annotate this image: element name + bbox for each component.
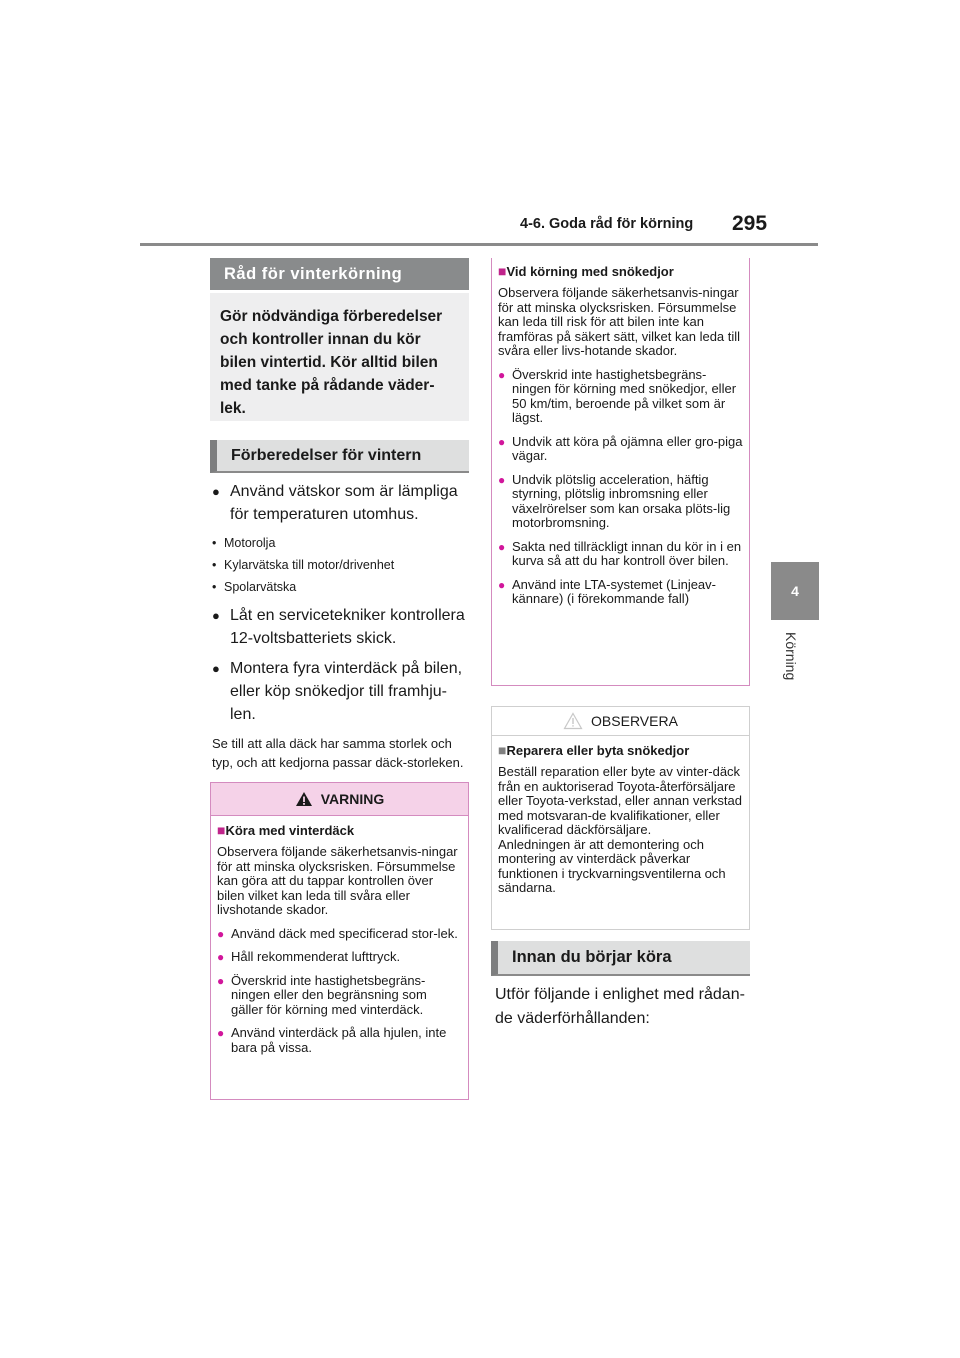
notice-title: OBSERVERA bbox=[591, 713, 678, 729]
notice-text: Beställ reparation eller byte av vinter-däck från en auktoriserad Toyota-återförsäljare eller Toyota-verkstad, eller annan verkstad med motsvaran-de kvalifikationer, eller kvalificerad däckförsäljare. bbox=[498, 764, 742, 837]
warning-item: ● Undvik plötslig acceleration, häftig styrning, plötslig inbromsning eller växelrörelser som kan orsaka plöts-lig motorbromsning. bbox=[498, 473, 743, 531]
warning-item: ● Använd inte LTA-systemet (Linjeav-kännare) (i förekommande fall) bbox=[498, 578, 743, 607]
sub-item: • Motorolja bbox=[212, 532, 467, 554]
warning-subtitle: ■Köra med vinterdäck bbox=[217, 822, 355, 838]
section-heading-winter-driving: Råd för vinterkörning bbox=[210, 258, 469, 290]
notice-subtitle: ■Reparera eller byta snökedjor bbox=[498, 742, 690, 758]
warning-subtitle: ■Vid körning med snökedjor bbox=[498, 263, 674, 279]
warning-item: ● Undvik att köra på ojämna eller gro-piga vägar. bbox=[498, 435, 743, 464]
warning-item: ● Överskrid inte hastighetsbegräns-ningen eller den begränsning som gäller för körning med vinterdäck. bbox=[217, 974, 462, 1018]
chapter-label: Körning bbox=[783, 632, 799, 681]
warning-triangle-icon bbox=[295, 791, 313, 807]
notice-subtitle-text: Reparera eller byta snökedjor bbox=[506, 743, 690, 758]
warning-item: ● Använd däck med specificerad stor-lek. bbox=[217, 927, 462, 942]
warning-text: Observera följande säkerhetsanvis-ningar för att minska olycksrisken. Försummelse kan leda till risk för att bilen inte kan framföras på säkert sätt, vilket kan leda till svåra eller livs-hotande skador. bbox=[498, 285, 741, 358]
section-heading-winter-prep: Förberedelser för vintern bbox=[210, 440, 469, 473]
prep-list bbox=[212, 480, 467, 772]
sub-item: • Kylarvätska till motor/drivenhet bbox=[212, 554, 467, 576]
header-title: 4-6. Goda råd för körning bbox=[520, 216, 694, 232]
notice-text: Anledningen är att demontering och montering av vinterdäck påverkar funktionen i tryckvarningsventilerna och sändarna. bbox=[498, 836, 726, 895]
chapter-tab[interactable]: 4 bbox=[771, 562, 819, 620]
header-rule bbox=[140, 243, 818, 246]
intro-box: Gör nödvändiga förberedelser och kontroller innan du kör bilen vintertid. Kör alltid bilen med tanke på rådande väder-lek. bbox=[210, 293, 469, 421]
sub-item: • Spolarvätska bbox=[212, 576, 467, 598]
section-heading-before-driving: Innan du börjar köra bbox=[491, 941, 750, 976]
notice-box bbox=[491, 706, 750, 930]
warning-text: Observera följande säkerhetsanvis-ningar för att minska olycksrisken. Försummelse kan göra att du tappar kontrollen över bilen vilket kan leda till svåra eller livshotande skador. bbox=[217, 844, 458, 917]
notice-header bbox=[492, 707, 749, 736]
warning-item: ● Sakta ned tillräckligt innan du kör in i en kurva så att du har kontroll över bilen. bbox=[498, 540, 743, 569]
warning-box bbox=[210, 782, 469, 1100]
warning-item: ● Använd vinterdäck på alla hjulen, inte bara på vissa. bbox=[217, 1026, 462, 1055]
warning-item: ● Håll rekommenderat lufttryck. bbox=[217, 950, 462, 965]
warning-header bbox=[211, 783, 468, 816]
warning-subtitle-text: Vid körning med snökedjor bbox=[506, 264, 674, 279]
tire-size-note: Se till att alla däck har samma storlek och typ, och att kedjorna passar däck-storleken. bbox=[212, 736, 464, 770]
caution-triangle-icon bbox=[563, 712, 583, 730]
page-number: 295 bbox=[732, 212, 768, 235]
bullet-fluids: ● Använd vätskor som är lämpliga för temperaturen utomhus. bbox=[212, 480, 467, 526]
warning-box-continued bbox=[491, 258, 750, 686]
warning-title: VARNING bbox=[320, 791, 385, 807]
before-driving-text: Utför följande i enlighet med rådan-de väderförhållanden: bbox=[495, 986, 745, 1027]
warning-item: ● Överskrid inte hastighetsbegräns-ningen för körning med snökedjor, eller 50 km/tim, beroende på vilket som är lägst. bbox=[498, 368, 743, 426]
bullet-battery: ● Låt en servicetekniker kontrollera 12-voltsbatteriets skick. bbox=[212, 604, 467, 650]
warning-subtitle-text: Köra med vinterdäck bbox=[225, 823, 355, 838]
bullet-tires: ● Montera fyra vinterdäck på bilen, eller köp snökedjor till framhju-len. bbox=[212, 657, 467, 726]
